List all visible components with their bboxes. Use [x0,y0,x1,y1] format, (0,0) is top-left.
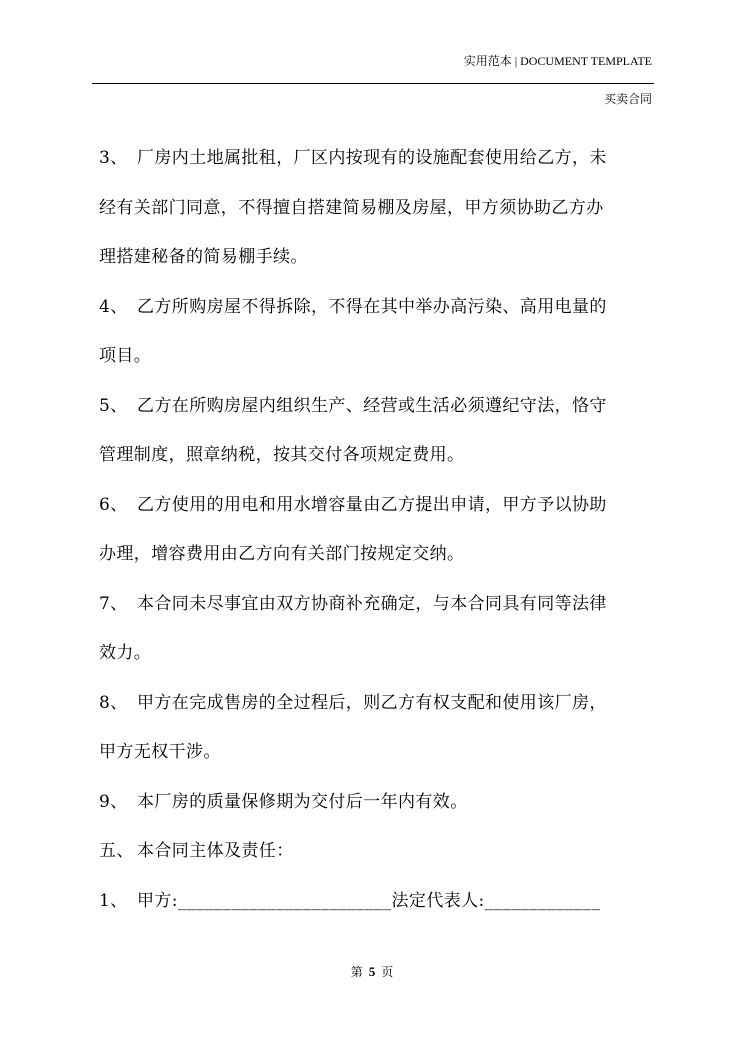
paragraph-line [99,140,659,190]
section-number: 五、 [99,841,134,861]
line-text: 效力。 [99,643,152,663]
line-text: 厂房内土地属批租，厂区内按现有的设施配套使用给乙方，未 [137,148,607,168]
signature-line [99,883,659,933]
header-title: 实用范本 | DOCUMENT TEMPLATE [463,54,652,68]
section-heading [99,833,659,883]
paragraph-line [99,190,659,240]
paragraph-line [99,338,659,388]
document-body [99,140,659,932]
paragraph-line [99,487,659,537]
paragraph-line [99,239,659,289]
line-text: 经有关部门同意，不得擅自搭建简易棚及房屋，甲方须协助乙方办 [99,197,604,218]
header-subtitle: 买卖合同 [603,92,652,106]
clause-number: 8、 [99,692,128,713]
paragraph-line [99,289,659,339]
paragraph-line [99,784,659,834]
paragraph-line [99,388,659,438]
page-number: 5 [368,964,376,979]
line-text: 甲方:________________________法定代表人:_____________ [137,890,601,911]
line-text: 乙方在所购房屋内组织生产、经营或生活必须遵纪守法，恪守 [137,395,607,416]
clause-number: 3、 [99,148,128,168]
page-footer [0,963,744,980]
line-text: 办理，增容费用由乙方向有关部门按规定交纳。 [99,544,465,564]
clause-number: 5、 [99,395,128,416]
line-text: 管理制度，照章纳税，按其交付各项规定费用。 [99,445,465,465]
paragraph-line [99,536,659,586]
line-text: 本合同未尽事宜由双方协商补充确定，与本合同具有同等法律 [137,593,607,614]
paragraph-line [99,586,659,636]
paragraph-line [99,437,659,487]
clause-number: 9、 [99,791,128,812]
line-text: 项目。 [99,346,152,366]
line-text: 本合同主体及责任： [137,841,294,861]
page-prefix: 第 [350,965,363,979]
clause-number: 1、 [99,890,128,911]
paragraph-line [99,685,659,735]
clause-number: 6、 [99,494,128,515]
line-text: 本厂房的质量保修期为交付后一年内有效。 [137,791,468,812]
line-text: 甲方无权干涉。 [99,742,221,762]
line-text: 乙方使用的用电和用水增容量由乙方提出申请，甲方予以协助 [137,494,607,515]
clause-number: 4、 [99,296,128,317]
line-text: 甲方在完成售房的全过程后，则乙方有权支配和使用该厂房， [137,692,607,713]
paragraph-line [99,734,659,784]
line-text: 乙方所购房屋不得拆除，不得在其中举办高污染、高用电量的 [137,296,607,317]
page-suffix: 页 [381,965,394,979]
clause-number: 7、 [99,593,128,614]
header-divider [92,83,654,84]
paragraph-line [99,635,659,685]
line-text: 理搭建秘备的简易棚手续。 [99,247,308,267]
